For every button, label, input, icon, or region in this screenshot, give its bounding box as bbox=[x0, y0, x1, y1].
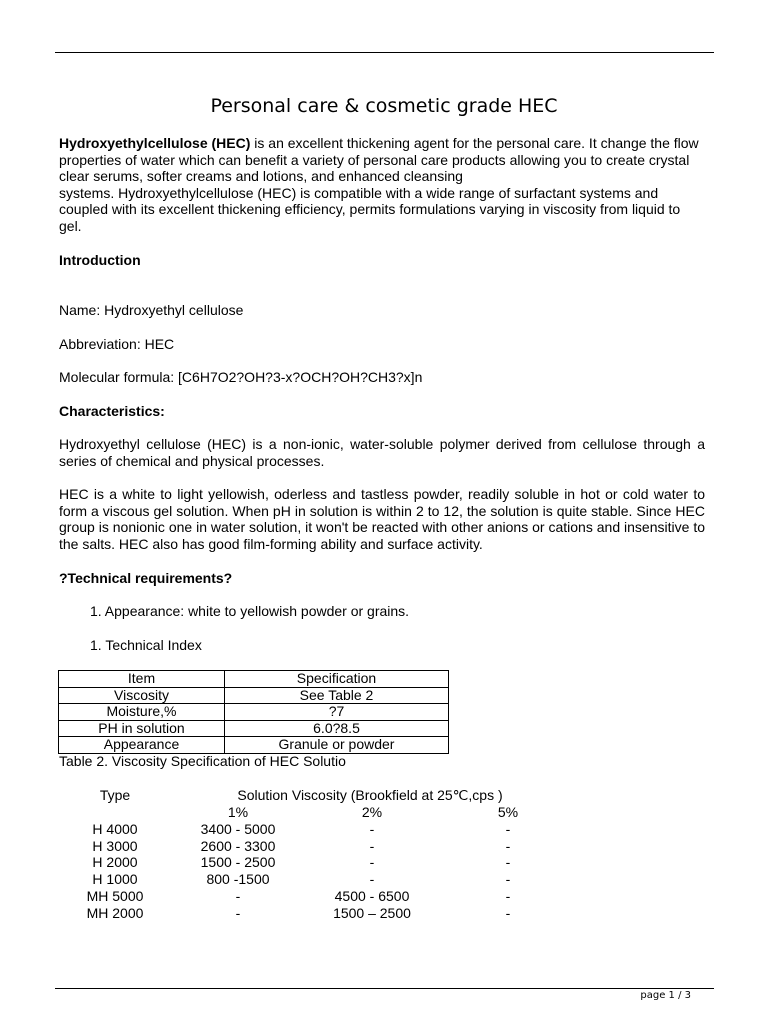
viscosity-row-2pct: - bbox=[369, 821, 375, 837]
viscosity-row-2pct: 4500 - 6500 bbox=[334, 888, 410, 904]
viscosity-row-1pct: 2600 - 3300 bbox=[200, 838, 276, 854]
viscosity-row-type: MH 5000 bbox=[86, 888, 144, 904]
intro-line-3: clear serums, softer creams and lotions, and enhanced cleansing bbox=[59, 168, 463, 185]
specification-table bbox=[58, 670, 449, 754]
viscosity-row-type: H 3000 bbox=[92, 838, 138, 854]
characteristics-paragraph-2: HEC is a white to light yellowish, oderless and tastless powder, readily soluble in hot or cold water to form a viscous gel solution. When pH in solution is within 2 to 12, the solution is quite stable. Since HEC group is nonionic one in water solution, it won't be reacted with other anions or cations and insensitive to the salts. HEC also has good film-forming ability and surface activity. bbox=[59, 486, 705, 552]
table-row bbox=[59, 704, 449, 721]
table-cell: Granule or powder bbox=[225, 737, 449, 754]
table-cell: ?7 bbox=[225, 704, 449, 721]
viscosity-row-type: H 1000 bbox=[92, 871, 138, 887]
viscosity-group-header: Solution Viscosity (Brookfield at 25℃,cps ) bbox=[237, 787, 503, 803]
viscosity-row-type: MH 2000 bbox=[86, 905, 144, 921]
technical-requirements-heading: ?Technical requirements? bbox=[59, 570, 233, 586]
intro-line-6: gel. bbox=[59, 217, 82, 234]
viscosity-row-5pct: - bbox=[505, 821, 511, 837]
viscosity-row-type: H 4000 bbox=[92, 821, 138, 837]
footer-rule bbox=[55, 988, 714, 989]
table-header-item: Item bbox=[59, 671, 225, 688]
viscosity-row-2pct: - bbox=[369, 871, 375, 887]
viscosity-row-2pct: - bbox=[369, 854, 375, 870]
page-title: Personal care & cosmetic grade HEC bbox=[210, 95, 558, 117]
intro-paragraph bbox=[59, 135, 705, 235]
intro-line-4: systems. Hydroxyethylcellulose (HEC) is compatible with a wide range of surfactant systems and bbox=[59, 184, 659, 201]
header-rule bbox=[55, 52, 714, 53]
table-header-specification: Specification bbox=[225, 671, 449, 688]
intro-line-1-text: is an excellent thickening agent for the personal care. It change the flow bbox=[250, 135, 699, 151]
viscosity-row-1pct: 800 -1500 bbox=[206, 871, 270, 887]
table-row bbox=[59, 737, 449, 754]
viscosity-row-type: H 2000 bbox=[92, 854, 138, 870]
table-cell: Appearance bbox=[59, 737, 225, 754]
intro-bold-term: Hydroxyethylcellulose (HEC) bbox=[59, 135, 251, 151]
viscosity-row-2pct: 1500 – 2500 bbox=[333, 905, 411, 921]
table-cell: 6.0?8.5 bbox=[225, 720, 449, 737]
table-row bbox=[59, 687, 449, 704]
name-line: Name: Hydroxyethyl cellulose bbox=[59, 302, 244, 318]
table-header-row bbox=[59, 671, 449, 688]
list-item-appearance: 1. Appearance: white to yellowish powder or grains. bbox=[90, 603, 410, 619]
viscosity-row-1pct: - bbox=[235, 888, 241, 904]
table-cell: Viscosity bbox=[59, 687, 225, 704]
viscosity-row-1pct: - bbox=[235, 905, 241, 921]
viscosity-col-5pct: 5% bbox=[497, 804, 519, 820]
page-number: page 1 / 3 bbox=[640, 990, 691, 1001]
introduction-heading: Introduction bbox=[59, 252, 141, 268]
viscosity-row-1pct: 1500 - 2500 bbox=[200, 854, 276, 870]
table-cell: Moisture,% bbox=[59, 704, 225, 721]
intro-line-1 bbox=[59, 135, 705, 152]
viscosity-row-5pct: - bbox=[505, 905, 511, 921]
table-row bbox=[59, 720, 449, 737]
viscosity-type-header: Type bbox=[99, 787, 131, 803]
viscosity-col-1pct: 1% bbox=[227, 804, 249, 820]
viscosity-row-5pct: - bbox=[505, 888, 511, 904]
viscosity-row-1pct: 3400 - 5000 bbox=[200, 821, 276, 837]
viscosity-row-5pct: - bbox=[505, 838, 511, 854]
characteristics-heading: Characteristics: bbox=[59, 403, 165, 419]
intro-line-5: coupled with its excellent thickening efficiency, permits formulations varying in viscosity from liquid to bbox=[59, 201, 681, 218]
table2-caption: Table 2. Viscosity Specification of HEC Solutio bbox=[59, 753, 346, 769]
viscosity-row-5pct: - bbox=[505, 871, 511, 887]
viscosity-row-5pct: - bbox=[505, 854, 511, 870]
formula-line: Molecular formula: [C6H7O2?OH?3-x?OCH?OH?CH3?x]n bbox=[59, 369, 423, 385]
list-item-technical-index: 1. Technical Index bbox=[90, 637, 202, 653]
viscosity-col-2pct: 2% bbox=[361, 804, 383, 820]
characteristics-paragraph-1: Hydroxyethyl cellulose (HEC) is a non-ionic, water-soluble polymer derived from cellulose through a series of chemical and physical processes. bbox=[59, 436, 705, 469]
viscosity-row-2pct: - bbox=[369, 838, 375, 854]
intro-line-2: properties of water which can benefit a variety of personal care products allowing you to create crystal bbox=[59, 151, 690, 168]
table-cell: PH in solution bbox=[59, 720, 225, 737]
abbreviation-line: Abbreviation: HEC bbox=[59, 336, 175, 352]
table-cell: See Table 2 bbox=[225, 687, 449, 704]
